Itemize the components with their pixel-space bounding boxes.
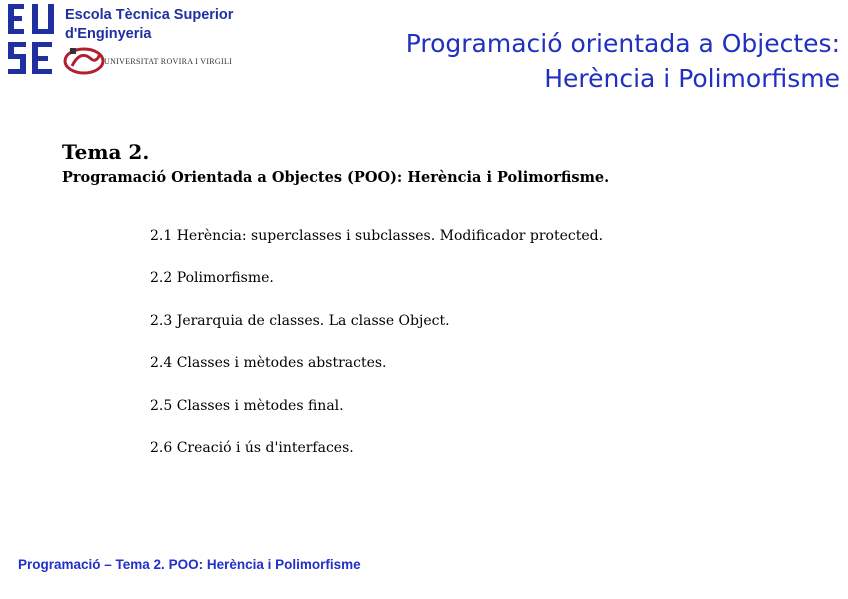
urv-logo-icon: [62, 46, 106, 76]
header-logo: [4, 2, 234, 76]
topic-title: Tema 2.: [62, 140, 150, 164]
school-name-line: d'Enginyeria: [65, 26, 152, 42]
presentation-title-line: Herència i Polimorfisme: [544, 64, 840, 93]
topic-outline: [150, 226, 603, 480]
presentation-title: [320, 26, 840, 96]
outline-item: 2.1 Herència: superclasses i subclasses. Modificador protected.: [150, 228, 604, 244]
outline-item: 2.6 Creació i ús d'interfaces.: [150, 439, 354, 456]
eese-logo-icon: [4, 2, 58, 76]
outline-item: 2.3 Jerarquia de classes. La classe Object.: [150, 312, 450, 329]
outline-item: 2.4 Classes i mètodes abstractes.: [150, 355, 387, 372]
outline-item: 2.5 Classes i mètodes final.: [150, 397, 344, 414]
presentation-title-line: Programació orientada a Objectes:: [405, 29, 840, 58]
outline-item: 2.2 Polimorfisme.: [150, 270, 274, 287]
slide-footer: Programació – Tema 2. POO: Herència i Polimorfisme: [18, 557, 361, 572]
university-name: UNIVERSITAT ROVIRA I VIRGILI: [104, 57, 233, 66]
topic-subtitle: Programació Orientada a Objectes (POO): Herència i Polimorfisme.: [62, 169, 610, 186]
school-name: [65, 6, 233, 44]
school-name-line: Escola Tècnica Superior: [65, 7, 234, 23]
